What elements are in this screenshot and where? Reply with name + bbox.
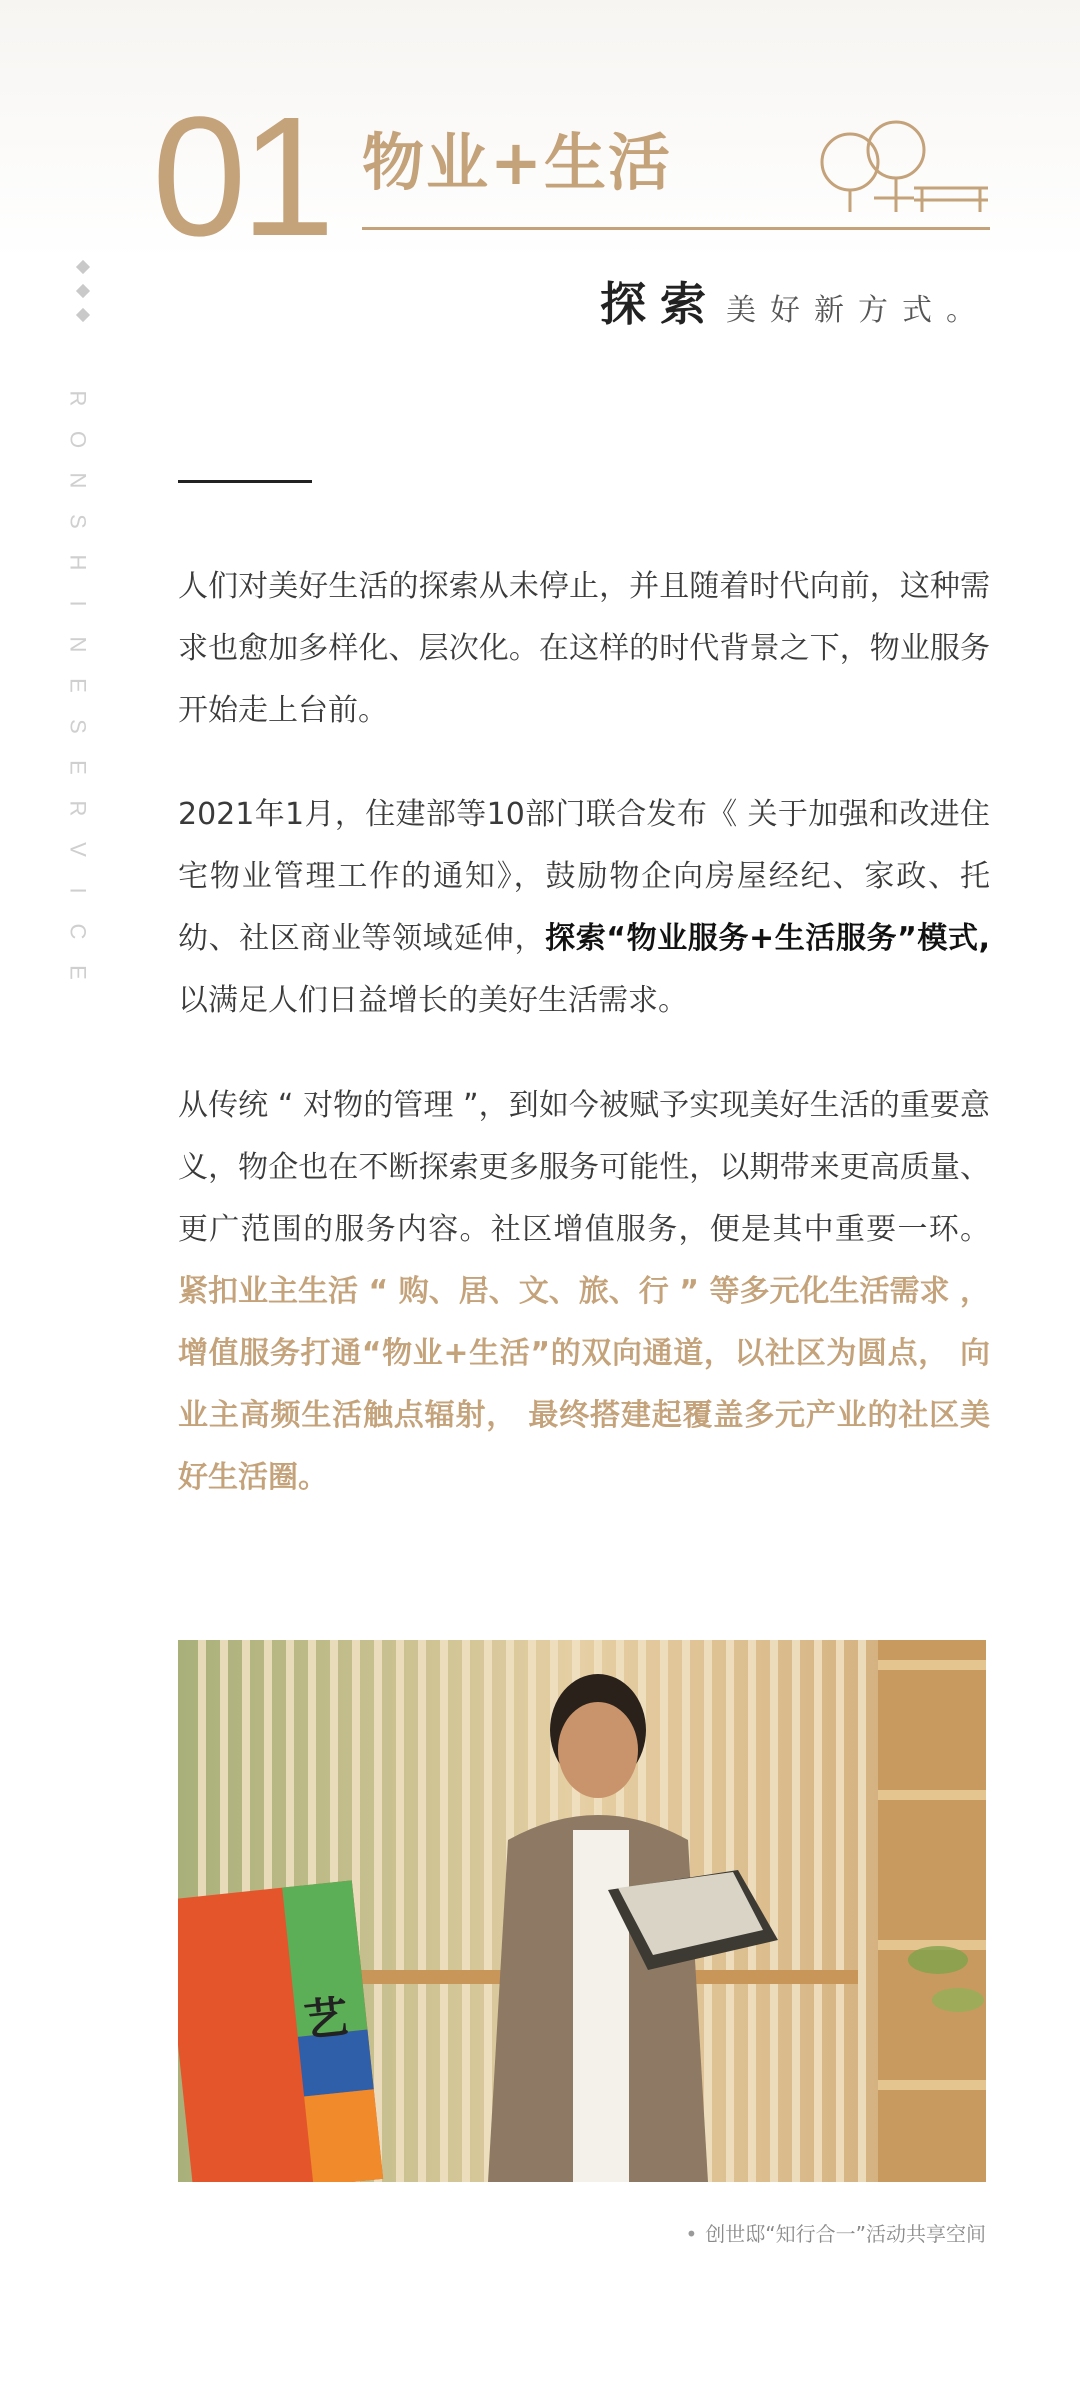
paragraph-policy [178, 784, 990, 1032]
brand-letter: C [65, 923, 91, 940]
service-highlight: 紧扣业主生活 “ 购、居、文、旅、行 ” 等多元化生活需求 ， 增值服务打通“物业+生活”的双向通道，以社区为圆点， 向业主高频生活触点辐射， 最终搭建起覆盖多元产业的社区美好生活圈。 [178, 1274, 990, 1495]
diamond-icon [76, 260, 90, 274]
brand-letter: R [65, 800, 91, 817]
brand-letter: V [65, 842, 91, 857]
brand-letter: S [65, 719, 91, 734]
policy-text: 2021年1月，住建部等10部门联合发布《 关于加强和改进住宅物业管理工作的通知》，鼓励物企向房屋经纪、家政、托幼、社区商业等领域延伸， [178, 797, 990, 956]
brand-letter: R [65, 390, 91, 407]
diamond-icon [76, 284, 90, 298]
tagline-strong: 探索 [600, 277, 720, 331]
section-divider [178, 480, 312, 483]
poster-character: 艺 [301, 1991, 351, 2047]
brand-letter: H [65, 554, 91, 571]
tagline [600, 268, 990, 334]
brand-letter: E [65, 965, 91, 980]
caption-text: 创世邸“知行合一”活动共享空间 [705, 2222, 986, 2246]
tree-bench-decoration-icon [818, 118, 990, 214]
diamond-ornament [73, 262, 93, 334]
brand-letter: I [65, 600, 91, 607]
vertical-brand-text [66, 378, 90, 993]
policy-highlight: 探索“物业服务+生活服务”模式, [545, 921, 990, 956]
section-number: 01 [152, 82, 330, 272]
tagline-light: 美好新方式。 [726, 293, 990, 328]
diamond-icon [76, 308, 90, 322]
brand-letter: S [65, 514, 91, 529]
brand-letter: I [65, 887, 91, 894]
brand-letter: E [65, 678, 91, 693]
title-underline [362, 227, 990, 230]
brand-letter: O [65, 430, 91, 449]
brand-letter: N [65, 636, 91, 653]
paragraph-intro: 人们对美好生活的探索从未停止，并且随着时代向前，这种需求也愈加多样化、层次化。在这样的时代背景之下，物业服务开始走上台前。 [178, 569, 990, 728]
bullet-dot-icon: • [685, 2222, 698, 2246]
lifestyle-photo [178, 1640, 986, 2182]
paragraph-service [178, 1075, 990, 1509]
brand-letter: N [65, 472, 91, 489]
policy-text-end: 以满足人们日益增长的美好生活需求。 [178, 983, 688, 1018]
photo-caption [685, 2218, 986, 2247]
service-text: 从传统 “ 对物的管理 ”，到如今被赋予实现美好生活的重要意义，物企也在不断探索更多服务可能性，以期带来更高质量、更广范围的服务内容。社区增值服务，便是其中重要一环。 [178, 1088, 990, 1247]
brand-letter: E [65, 760, 91, 775]
section-title: 物业+生活 [362, 126, 672, 199]
